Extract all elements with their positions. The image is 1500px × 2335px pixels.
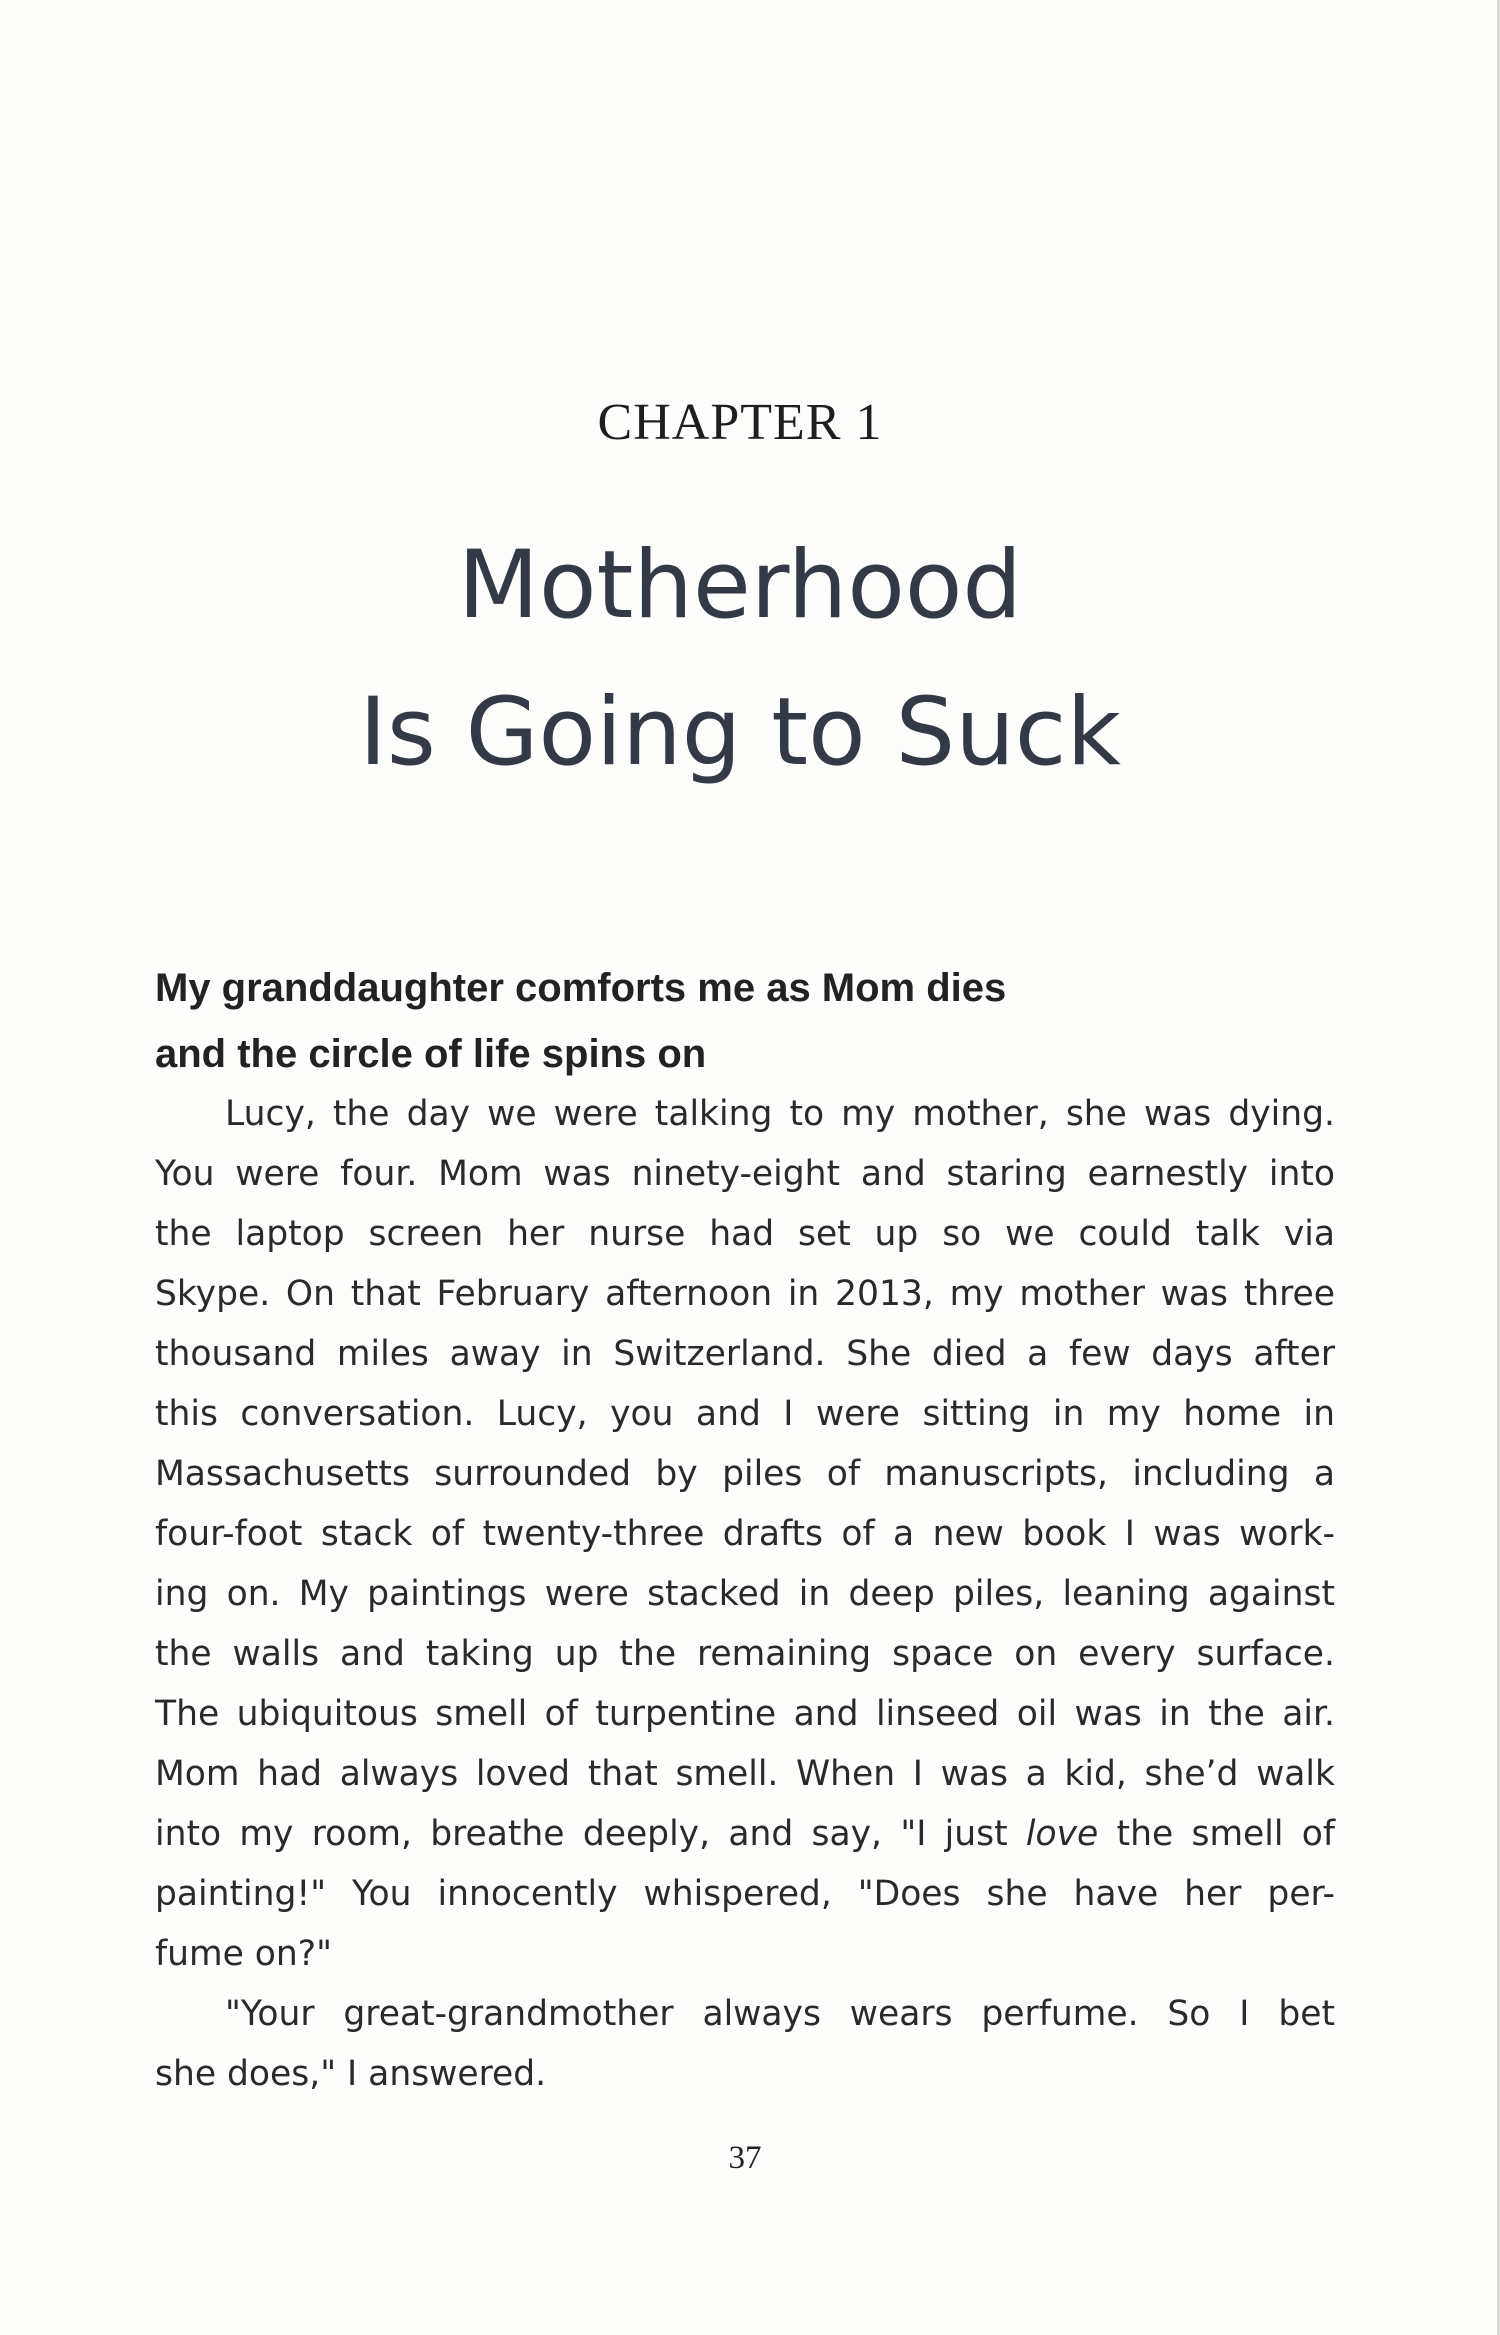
text-line: fume on?" [155, 1934, 332, 1974]
chapter-label: CHAPTER 1 [597, 394, 883, 451]
text-line: she does," I answered. [155, 2054, 547, 2094]
text-line: four-foot stack of twenty-three drafts of a new book I was work- [155, 1514, 1335, 1554]
paragraph-2 [155, 1984, 1335, 2104]
text-line: thousand miles away in Switzerland. She died a few days after [155, 1334, 1335, 1374]
paragraph-1 [155, 1084, 1335, 1984]
text-line: the laptop screen her nurse had set up so we could talk via [155, 1214, 1335, 1254]
chapter-title [0, 512, 1480, 806]
chapter-title-line: Is Going to Suck [359, 678, 1121, 787]
text-run: into my room, breathe deeply, and say, "I just [155, 1814, 1026, 1854]
section-heading-line: and the circle of life spins on [155, 1032, 707, 1076]
text-line: painting!" You innocently whispered, "Does she have her per- [155, 1874, 1335, 1914]
text-line: Massachusetts surrounded by piles of manuscripts, including a [155, 1454, 1335, 1494]
body-text [155, 1084, 1335, 2104]
section-heading-line: My granddaughter comforts me as Mom dies [155, 966, 1007, 1010]
text-line: Mom had always loved that smell. When I was a kid, she’d walk [155, 1754, 1335, 1794]
page-number: 37 [728, 2140, 762, 2176]
text-line: ing on. My paintings were stacked in deep piles, leaning against [155, 1574, 1335, 1614]
text-line: this conversation. Lucy, you and I were sitting in my home in [155, 1394, 1335, 1434]
emphasized-word: love [1025, 1814, 1099, 1854]
text-line: You were four. Mom was ninety-eight and staring earnestly into [155, 1154, 1335, 1194]
text-run: the smell of [1098, 1814, 1335, 1854]
text-line: Skype. On that February afternoon in 2013, my mother was three [155, 1274, 1335, 1314]
chapter-title-line: Motherhood [457, 531, 1023, 640]
text-line [155, 1804, 1335, 1864]
text-line: The ubiquitous smell of turpentine and linseed oil was in the air. [155, 1694, 1335, 1734]
section-heading [155, 955, 1335, 1087]
text-line: "Your great-grandmother always wears perfume. So I bet [225, 1994, 1335, 2034]
text-line: the walls and taking up the remaining space on every surface. [155, 1634, 1335, 1674]
text-line: Lucy, the day we were talking to my mother, she was dying. [225, 1094, 1335, 1134]
